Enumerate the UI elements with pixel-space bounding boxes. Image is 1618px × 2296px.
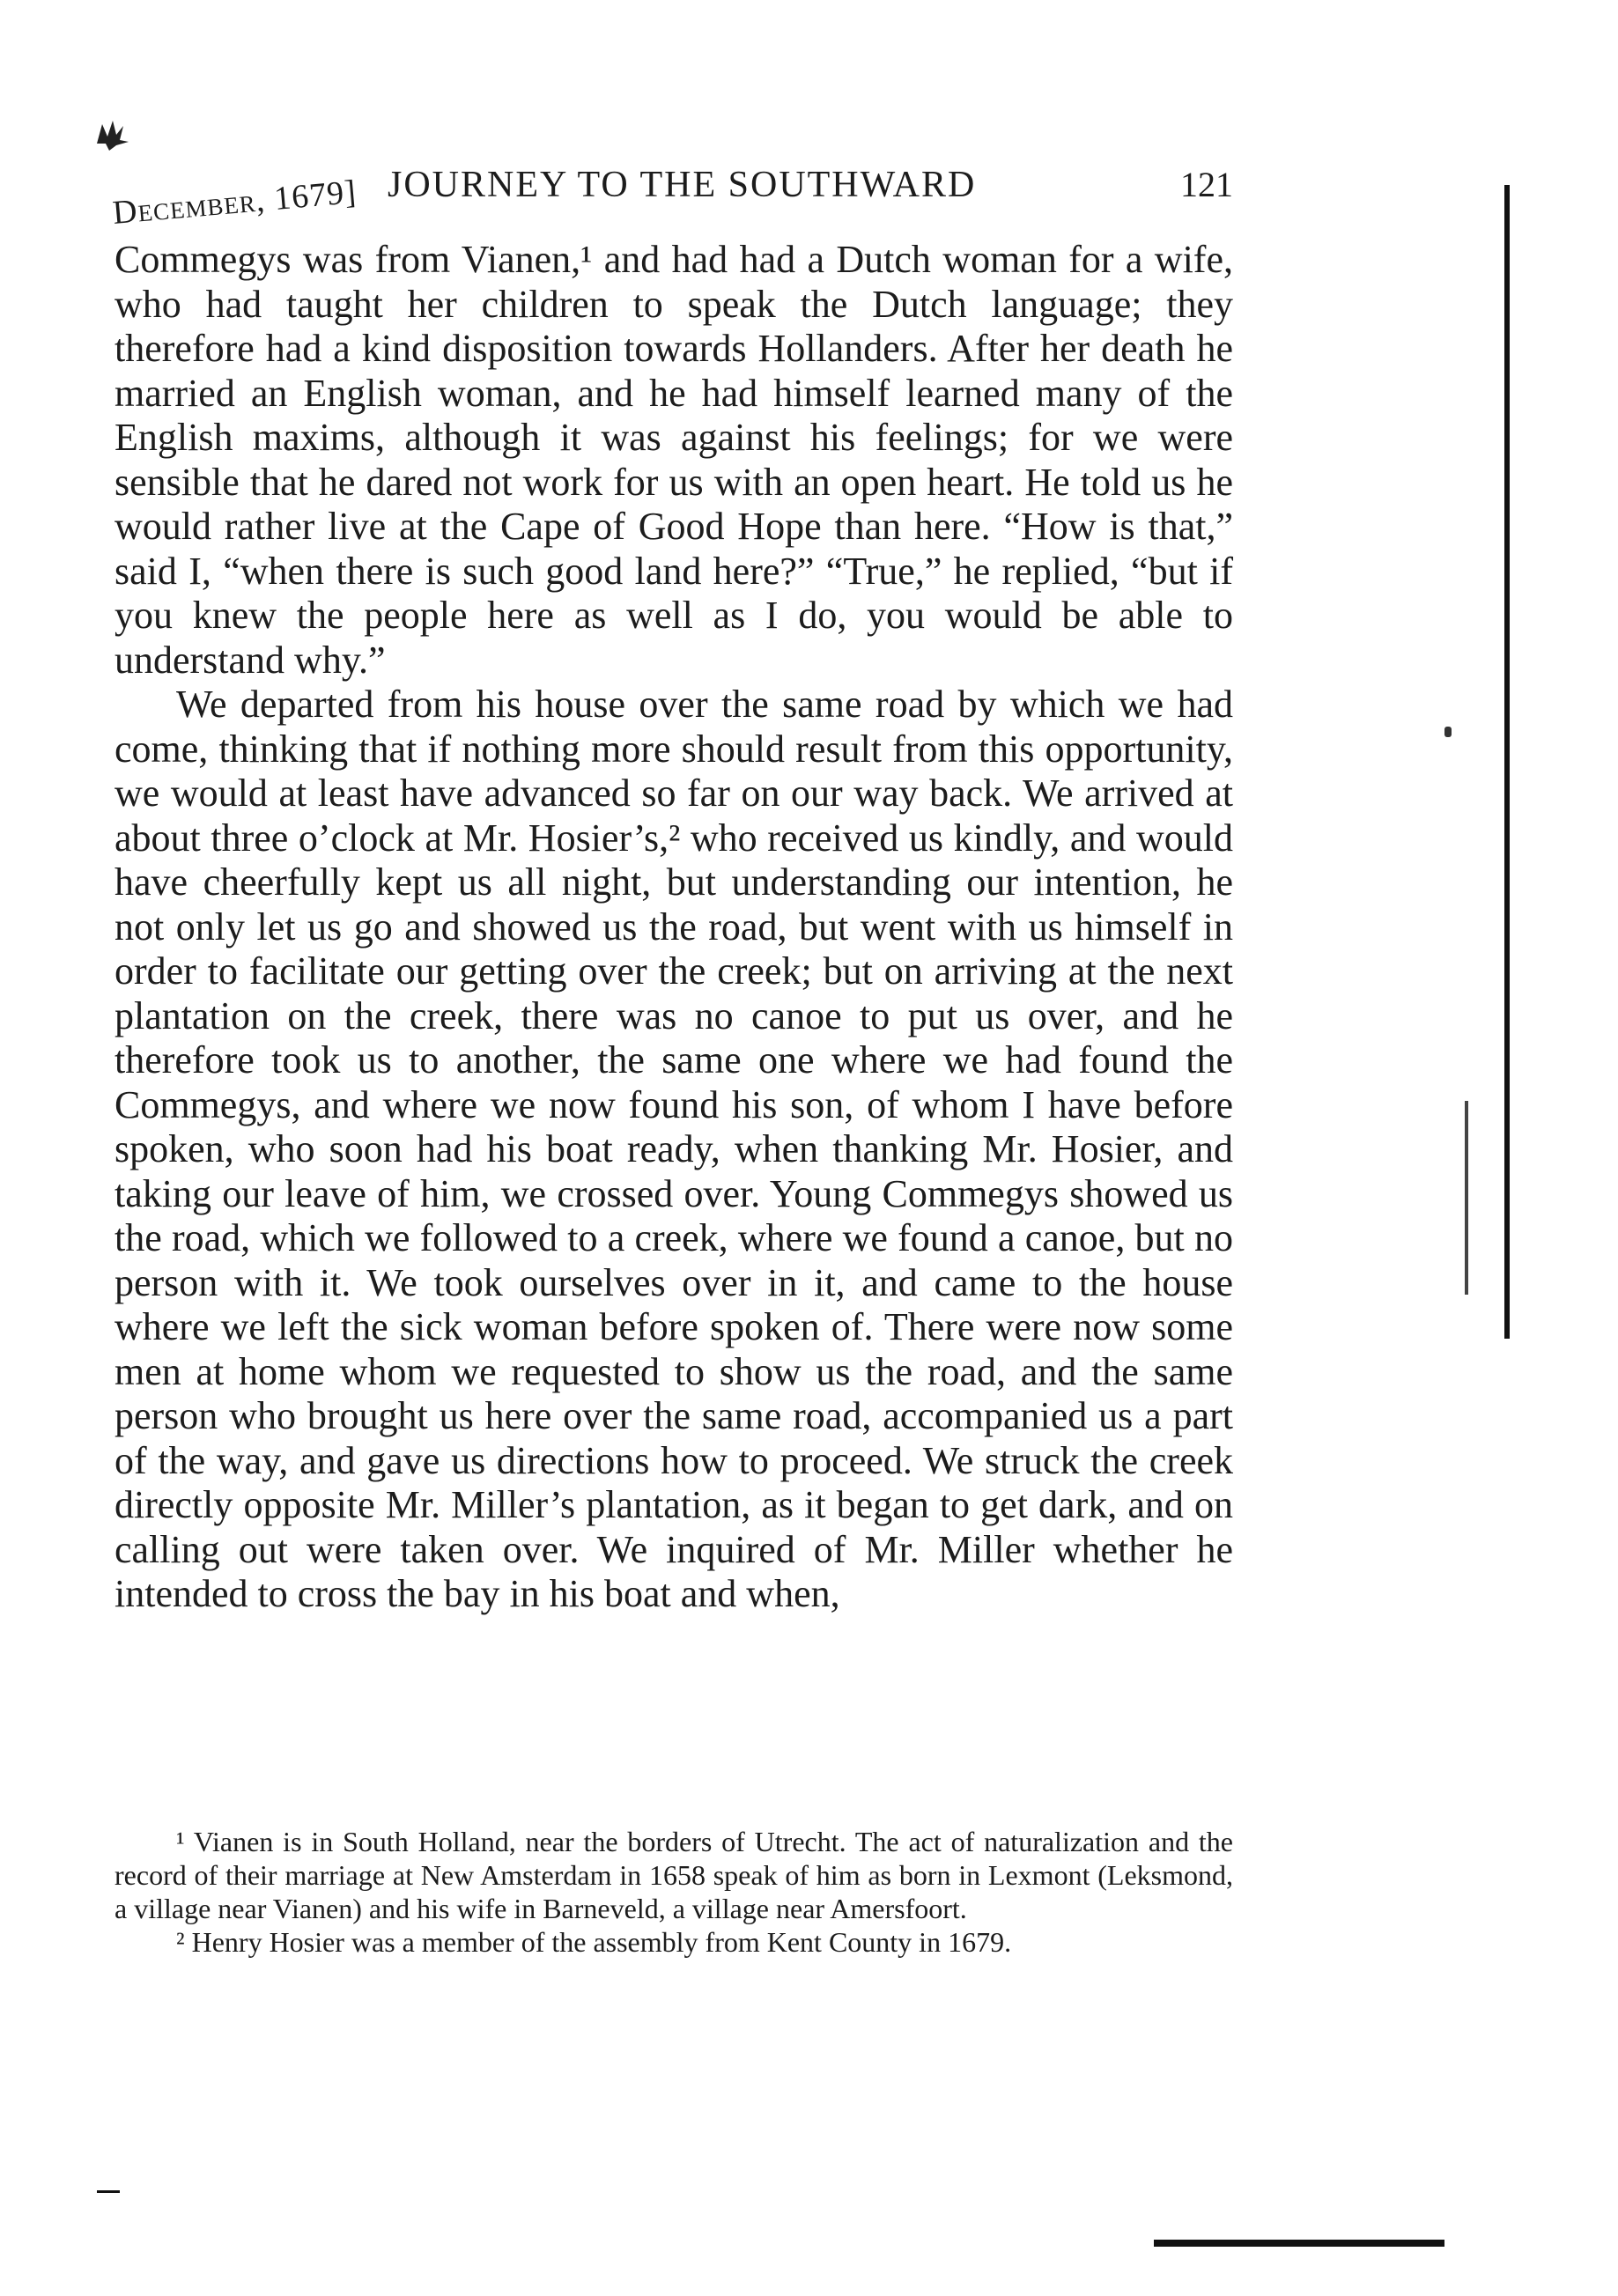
- scan-edge-line: [1504, 185, 1510, 1339]
- body-paragraph: Commegys was from Vianen,¹ and had had a Dutch woman for a wife, who had taught her children to speak the Dutch language; they therefore had a kind disposition towards Hollanders. After her death he married an English woman, and he had himself learned many of the English maxims, although it was against his feelings; for we were sensible that he dared not work for us with an open heart. He told us he would rather live at the Cape of Good Hope than here. “How is that,” said I, “when there is such good land here?” “True,” he replied, “but if you knew the people here as well as I do, you would be able to understand why.”: [115, 238, 1233, 682]
- running-head-title: JOURNEY TO THE SOUTHWARD: [388, 165, 977, 205]
- footnote: ¹ Vianen is in South Holland, near the borders of Utrecht. The act of naturalization and the record of their marriage at New Amsterdam in 1658 speak of him as born in Lexmont (Leksmond, a village near Vianen) and his wife in Barneveld, a village near Amersfoort.: [115, 1826, 1233, 1924]
- scan-bottom-tick: [97, 2190, 120, 2193]
- footnotes: [115, 1825, 1233, 1959]
- ink-blot-mark: [93, 117, 132, 152]
- footnote: ² Henry Hosier was a member of the assembly from Kent County in 1679.: [176, 1926, 1012, 1958]
- running-head: [111, 159, 1233, 233]
- body-paragraph: We departed from his house over the same road by which we had come, thinking that if nothing more should result from this opportunity, we would at least have advanced so far on our way back. We arrived at about three o’clock at Mr. Hosier’s,² who received us kindly, and would have cheerfully kept us all night, but understanding our intention, he not only let us go and showed us the road, but went with us himself in order to facilitate our getting over the creek; but on arriving at the next plantation on the creek, there was no canoe to put us over, and he therefore took us to another, the same one where we had found the Commegys, and where we now found his son, of whom I have before spoken, who soon had his boat ready, when thanking Mr. Hosier, and taking our leave of him, we crossed over. Young Commegys showed us the road, which we followed to a creek, where we found a canoe, but no person with it. We took ourselves over in it, and came to the house where we left the sick woman before spoken of. There were now some men at home whom we requested to show us the road, and the same person who brought us here over the same road, accompanied us a part of the way, and gave us directions how to proceed. We struck the creek directly opposite Mr. Miller’s plantation, as it began to get dark, and on calling out were taken over. We inquired of Mr. Miller whether he intended to cross the bay in his boat and when,: [115, 683, 1233, 1615]
- body-text: [115, 238, 1233, 1617]
- scan-edge-line-thin: [1465, 1101, 1468, 1295]
- running-head-date: December, 1679]: [111, 173, 358, 233]
- scan-bottom-bar: [1154, 2240, 1444, 2247]
- page-number: 121: [1180, 165, 1233, 204]
- scan-speck: [1444, 727, 1452, 737]
